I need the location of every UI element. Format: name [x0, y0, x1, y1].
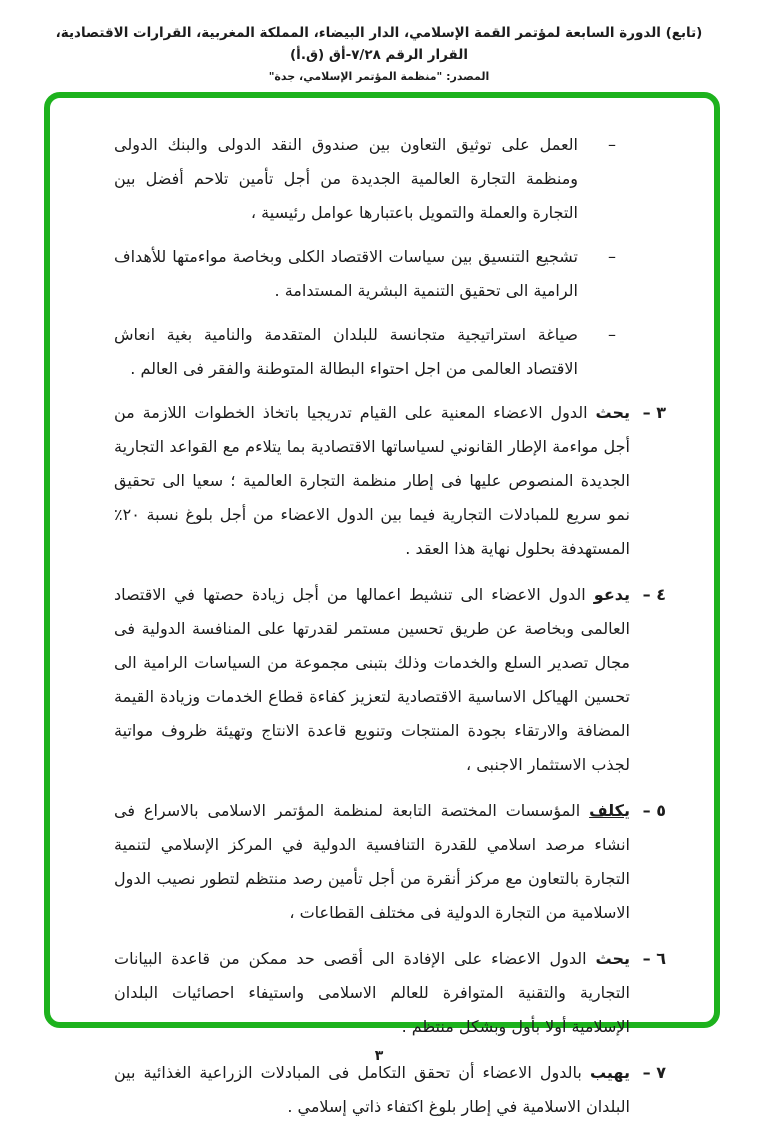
header-title: (تابع) الدورة السابعة لمؤتمر القمة الإسلامي، الدار البيضاء، المملكة المغربية، القرارات الاقتصادية، القرار الرقم ٧/٢٨-أق (ق.أ): [55, 25, 703, 63]
item-body-text: المؤسسات المختصة التابعة لمنظمة المؤتمر الاسلامى بالاسراع فى انشاء مرصد اسلامي للقدرة التنافسية الدولية في المركز الإسلامي لتنمية التجارة بالتعاون مع مركز أنقرة من أجل تأمين رصد منتظم لتطور نصيب الدول الاسلامية من التجارة الدولية فى مختلف القطاعات ،: [114, 801, 630, 922]
item-verb: يهيب: [589, 1063, 630, 1082]
document-border-box: [44, 92, 720, 1116]
numbered-item-7: [114, 1056, 666, 1124]
dash-bullet-icon: –: [608, 135, 616, 154]
item-body-text: بالدول الاعضاء أن تحقق التكامل فى المبادلات الزراعية الغذائية بين البلدان الاسلامية في إطار بلوغ اكتفاء ذاتي إسلامي .: [114, 1063, 630, 1116]
bullet-text: صياغة استراتيجية متجانسة للبلدان المتقدمة والنامية بغية انعاش الاقتصاد العالمى من اجل احتواء البطالة المتوطنة والفقر فى العالم .: [114, 325, 578, 378]
item-body-text: الدول الاعضاء المعنية على القيام تدريجيا باتخاذ الخطوات اللازمة من أجل مواءمة الإطار القانوني لسياساتها الاقتصادية بما يتلاءم مع القواعد التجارية الجديدة المنصوص عليها فى إطار منظمة التجارة العالمية ؛ سعيا الى تحقيق نمو سريع للمبادلات التجارية فيما بين الدول الاعضاء من أجل بلوغ نسبة ٢٠٪ المستهدفة بحلول نهاية هذا العقد .: [114, 403, 630, 558]
numbered-item-6: [114, 942, 666, 1044]
dash-bullet-icon: –: [608, 247, 616, 266]
item-number: ٧ –: [642, 1063, 666, 1082]
numbered-item-4: [114, 578, 666, 782]
item-text: [114, 396, 630, 566]
item-number: ٣ –: [642, 403, 666, 422]
item-text: [114, 794, 630, 930]
item-text: [114, 1056, 630, 1124]
bullet-item: [114, 240, 616, 308]
item-number: ٦ –: [642, 949, 666, 968]
item-verb: يحث: [595, 949, 631, 968]
document-header: [0, 22, 758, 83]
item-verb: يدعو: [593, 585, 630, 604]
document-body: [50, 98, 714, 1124]
numbered-item-3: [114, 396, 666, 566]
bullet-item: [114, 318, 616, 386]
item-text: [114, 942, 630, 1044]
item-verb: يحث: [595, 403, 631, 422]
bullet-text: تشجيع التنسيق بين سياسات الاقتصاد الكلى وبخاصة مواءمتها للأهداف الرامية الى تحقيق التنمية البشرية المستدامة .: [114, 247, 578, 300]
numbered-item-5: [114, 794, 666, 930]
bullet-item: [114, 128, 616, 230]
page-number: ٣: [374, 1048, 384, 1064]
item-text: [114, 578, 630, 782]
item-number: ٥ –: [642, 801, 666, 820]
item-body-text: الدول الاعضاء الى تنشيط اعمالها من أجل زيادة حصتها في الاقتصاد العالمى وبخاصة عن طريق تحسين مستمر لقدرتها على المنافسة الدولية فى مجال تصدير السلع والخدمات وذلك بتبنى مجموعة من السياسات الرامية الى تحسين الهياكل الاساسية الاقتصادية لتعزيز كفاءة قطاع الخدمات وزيادة القيمة المضافة والارتقاء بجودة المنتجات وتنويع قاعدة الانتاج وتهيئة ظروف مواتية لجذب الاستثمار الاجنبى ،: [114, 585, 630, 774]
item-verb: يكلف: [589, 801, 630, 820]
bullet-text: العمل على توثيق التعاون بين صندوق النقد الدولى والبنك الدولى ومنظمة التجارة العالمية الجديدة من أجل تأمين تلاحم أفضل بين التجارة والعملة والتمويل باعتبارها عوامل رئيسية ،: [114, 135, 578, 222]
item-body-text: الدول الاعضاء على الإفادة الى أقصى حد ممكن من قاعدة البيانات التجارية والتقنية المتوافرة للعالم الاسلامى واستيفاء احصائيات البلدان الإسلامية أولا بأول وبشكل منتظم .: [114, 949, 630, 1036]
dash-bullet-icon: –: [608, 325, 616, 344]
header-source: المصدر: "منظمة المؤتمر الإسلامي، جدة": [268, 70, 490, 83]
item-number: ٤ –: [642, 585, 666, 604]
